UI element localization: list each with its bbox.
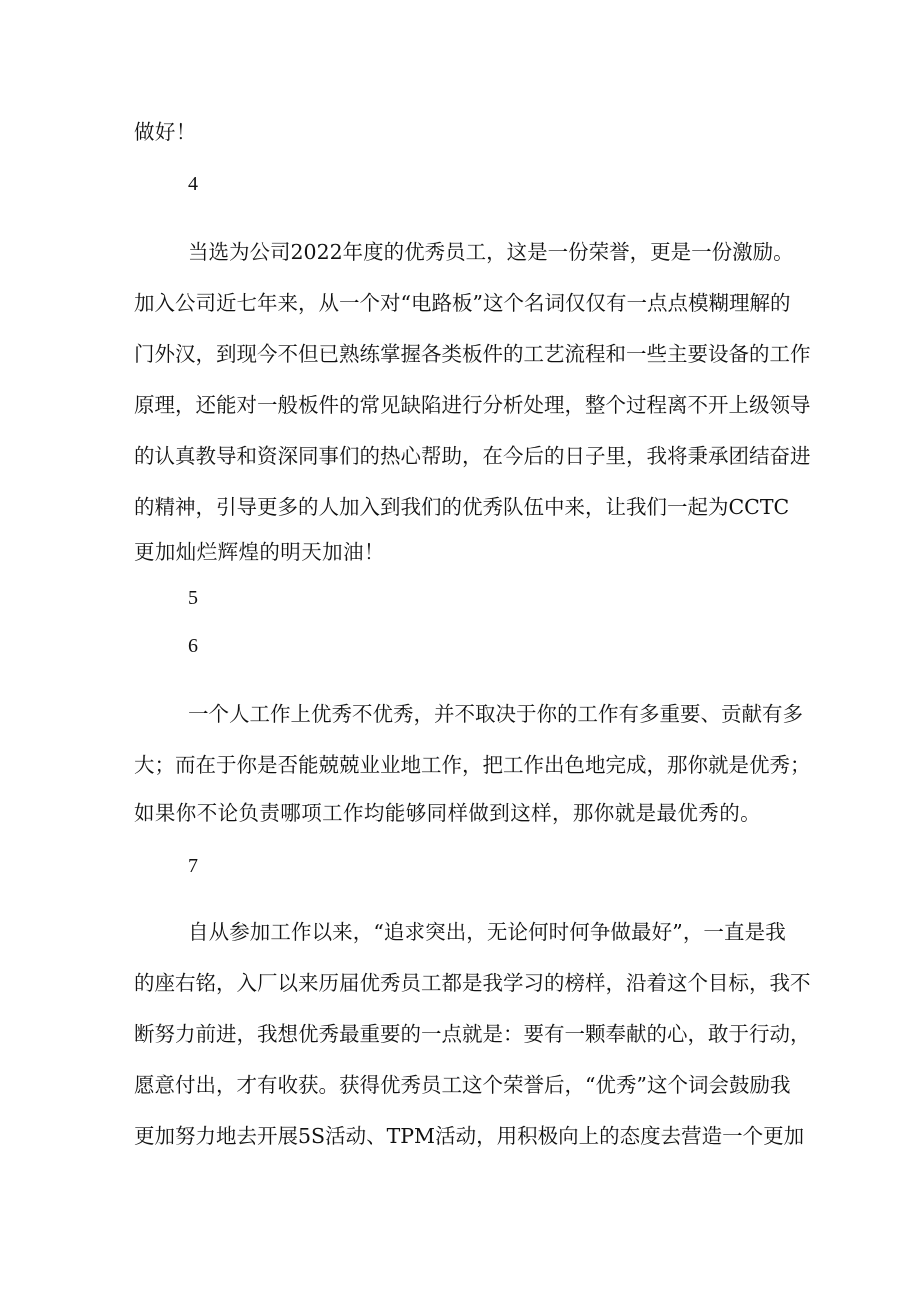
paragraph-6-line-3: 如果你不论负责哪项工作均能够同样做到这样，那你就是最优秀的。 <box>134 801 761 825</box>
paragraph-4-line-6: 的 精 神 ， 引 导 更 多 的 人 加 入 到 我 们 的 优 秀 队 伍 中 来 ， 让 我 们 一 起 为 CCTC <box>134 495 790 519</box>
paragraph-7-line-2: 的 座 右 铭 ， 入 厂 以 来 历 届 优 秀 员 工 都 是 我 学 习 的 榜 样 ， 沿 着 这 个 目 标 ， 我 不 <box>134 971 811 995</box>
text-line-1: 做好！ <box>134 120 197 144</box>
paragraph-7-line-3: 断 努 力 前 进 ， 我 想 优 秀 最 重 要 的 一 点 就 是 ： 要 有 一 颗 奉 献 的 心 ， 敢 于 行 动 ， <box>134 1022 811 1046</box>
paragraph-6-line-1: 一 个 人 工 作 上 优 秀 不 优 秀 ， 并 不 取 决 于 你 的 工 作 有 多 重 要 、 贡 献 有 多 <box>188 702 803 726</box>
paragraph-4-line-4: 原 理 ， 还 能 对 一 般 板 件 的 常 见 缺 陷 进 行 分 析 处 理 ， 整 个 过 程 离 不 开 上 级 领 导 <box>134 393 811 417</box>
paragraph-6-line-2: 大 ； 而 在 于 你 是 否 能 兢 兢 业 业 地 工 作 ， 把 工 作 出 色 地 完 成 ， 那 你 就 是 优 秀 ； <box>134 753 811 777</box>
paragraph-7-line-5: 更 加 努 力 地 去 开 展 5S 活 动 、 TPM 活 动 ， 用 积 极 向 上 的 态 度 去 营 造 一 个 更 加 <box>134 1124 805 1148</box>
paragraph-7-line-1: 自 从 参 加 工 作 以 来 ， “ 追 求 突 出 ， 无 论 何 时 何 争 做 最 好 ” ， 一 直 是 我 <box>188 920 786 944</box>
paragraph-4-line-2: 加 入 公 司 近 七 年 来 ， 从 一 个 对 “ 电 路 板 ” 这 个 名 词 仅 仅 有 一 点 点 模 糊 理 解 的 <box>134 291 791 315</box>
section-number-4: 4 <box>188 173 198 195</box>
paragraph-4-line-5: 的 认 真 教 导 和 资 深 同 事 们 的 热 心 帮 助 ， 在 今 后 的 日 子 里 ， 我 将 秉 承 团 结 奋 进 <box>134 444 811 468</box>
section-number-6: 6 <box>188 635 198 657</box>
paragraph-7-line-4: 愿 意 付 出 ， 才 有 收 获 。 获 得 优 秀 员 工 这 个 荣 誉 后 ， “ 优 秀 ” 这 个 词 会 鼓 励 我 <box>134 1073 791 1097</box>
section-number-5: 5 <box>188 587 198 609</box>
section-number-7: 7 <box>188 855 198 877</box>
paragraph-4-line-7: 更加灿烂辉煌的明天加油！ <box>134 540 385 564</box>
paragraph-4-line-1: 当 选 为 公 司 2022 年 度 的 优 秀 员 工 ， 这 是 一 份 荣 誉 ， 更 是 一 份 激 励 。 <box>188 240 794 264</box>
paragraph-4-line-3: 门 外 汉 ， 到 现 今 不 但 已 熟 练 掌 握 各 类 板 件 的 工 艺 流 程 和 一 些 主 要 设 备 的 工 作 <box>134 342 811 366</box>
